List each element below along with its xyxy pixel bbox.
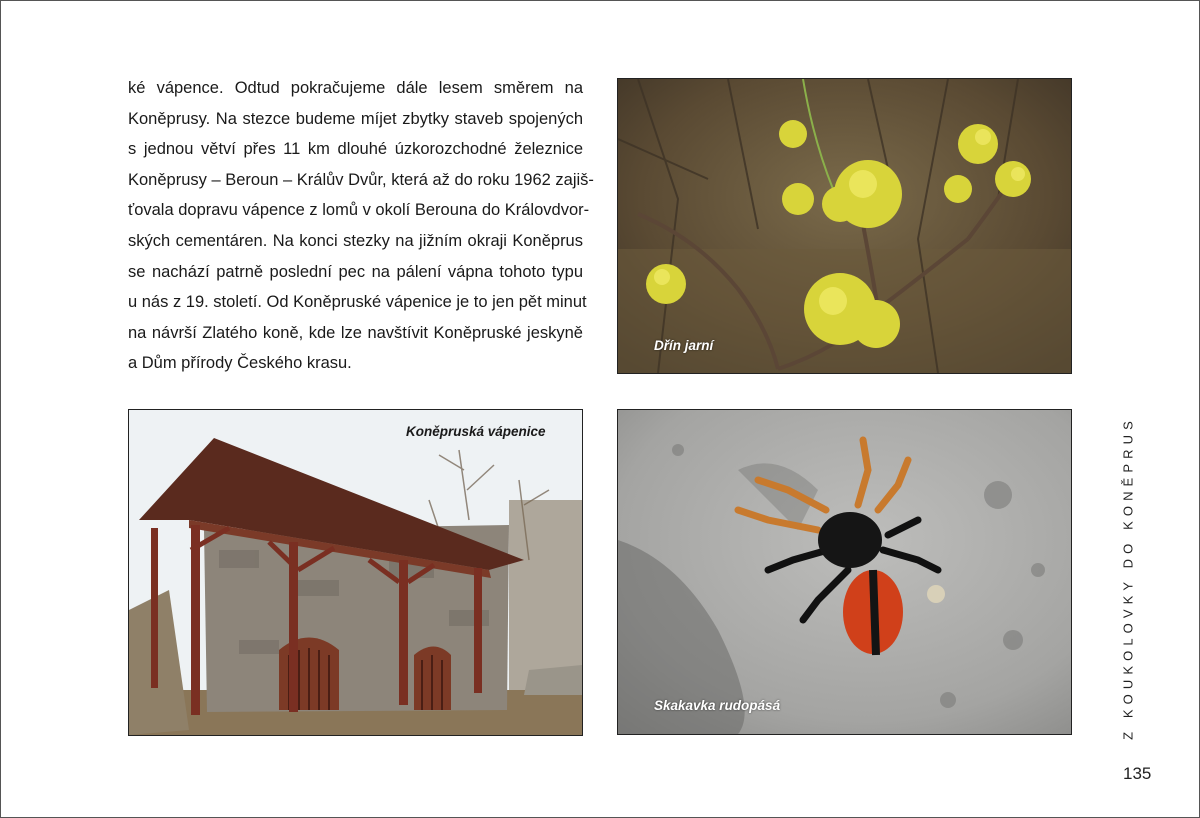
text-line: ťovala dopravu vápence z lomů v okolí Berouna do Královdvor- <box>128 201 590 220</box>
text-line: u nás z 19. století. Od Koněpruské vápenice je to jen pět minut <box>128 293 587 312</box>
lime-kiln-image <box>129 410 582 735</box>
spider-on-rock-image <box>618 410 1071 734</box>
photo-skakavka-rudopasa <box>617 409 1072 735</box>
text-line: Koněprusy. Na stezce budeme míjet zbytky staveb spojených <box>128 109 583 128</box>
cornel-blossom-image <box>618 79 1071 373</box>
photo-caption: Koněpruská vápenice <box>406 424 546 439</box>
photo-caption: Skakavka rudopásá <box>654 698 781 713</box>
chapter-title <box>1120 416 1136 740</box>
photo-konepruska-vapenice <box>128 409 583 736</box>
body-text <box>128 73 594 379</box>
text-line: Koněprusy – Beroun – Králův Dvůr, která až do roku 1962 zajiš- <box>128 170 594 189</box>
text-line: ké vápence. Odtud pokračujeme dále lesem směrem na <box>128 79 583 97</box>
chapter-title-text: Z KOUKOLOVKY DO KONĚPRUS <box>1120 416 1136 740</box>
page-number: 135 <box>1123 764 1152 783</box>
text-line: ských cementáren. Na konci stezky na jižním okraji Koněprus <box>128 231 583 250</box>
text-line: na návrší Zlatého koně, kde lze navštívit Koněpruské jeskyně <box>128 323 583 342</box>
photo-drin-jarni <box>617 78 1072 374</box>
photo-caption: Dřín jarní <box>654 338 714 353</box>
text-line: s jednou větví přes 11 km dlouhé úzkorozchodné železnice <box>128 140 583 159</box>
text-line: a Dům přírody Českého krasu. <box>128 354 352 373</box>
text-line: se nachází patrně poslední pec na pálení vápna tohoto typu <box>128 262 583 281</box>
